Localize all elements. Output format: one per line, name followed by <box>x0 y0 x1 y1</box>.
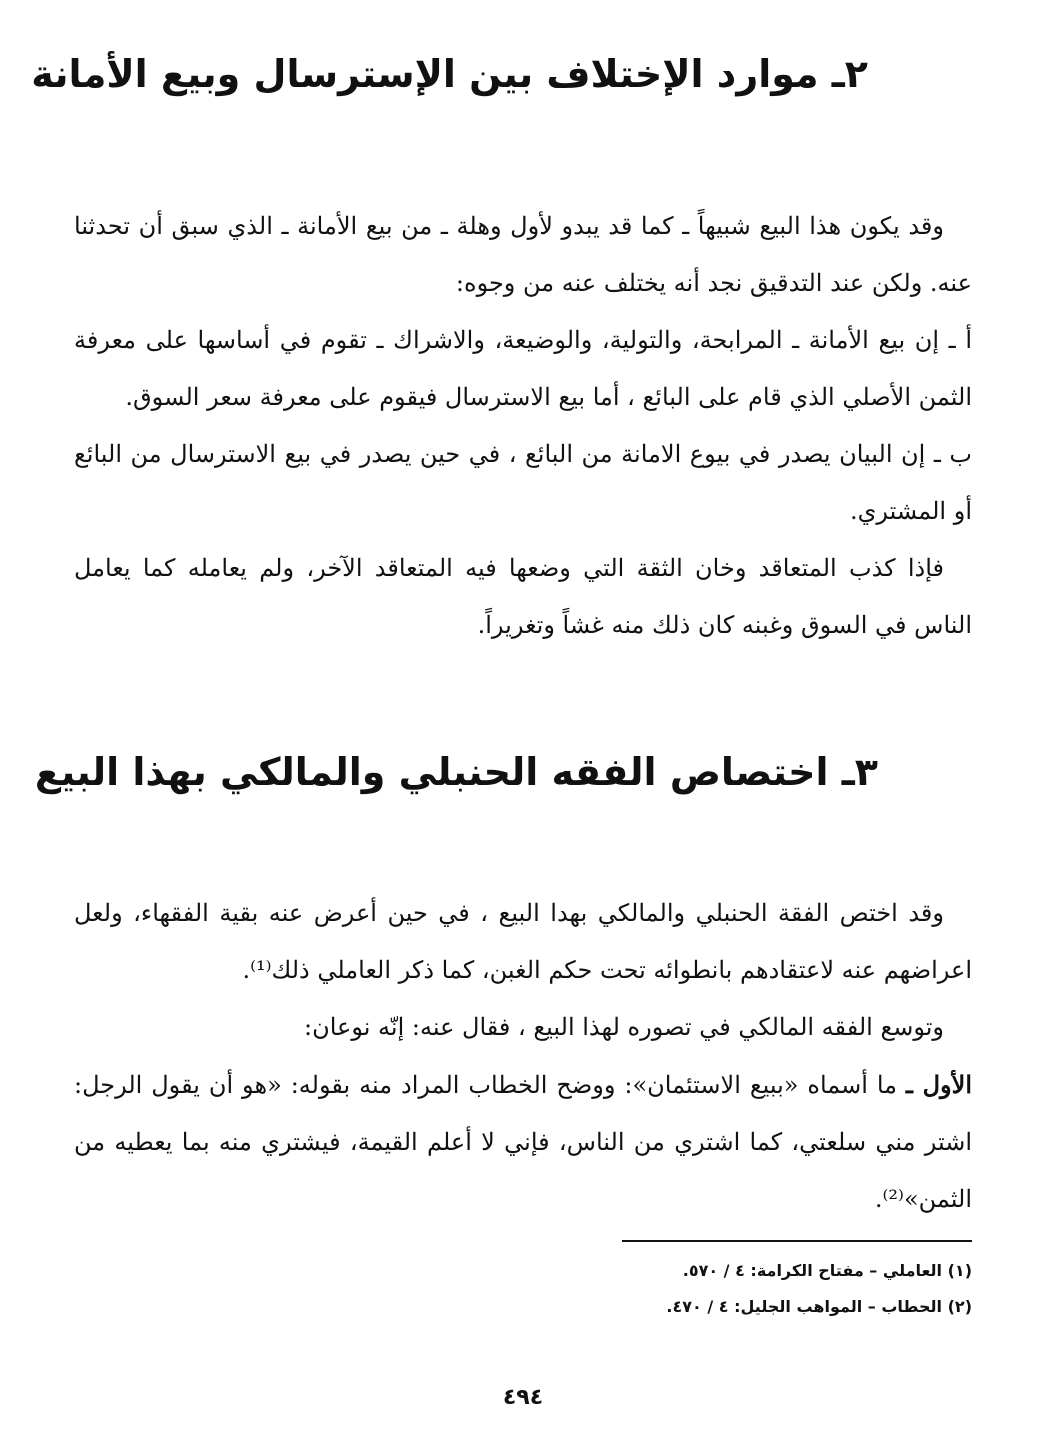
section-body-differences <box>74 198 972 654</box>
section-heading-hanbali-maliki: ٣ـ اختصاص الفقه الحنبلي والمالكي بهذا البيع <box>34 750 878 794</box>
first-type-text: ما أسماه «ببيع الاستئمان»: ووضح الخطاب المراد منه بقوله: «هو أن يقول الرجل: اشتر مني سلعتي، كما اشتري من الناس، فإني لا أعلم القيمة، فيشتري منه بما يعطيه من الثمن»⁽²⁾. <box>74 1071 972 1213</box>
page-number: ٤٩٤ <box>502 1385 544 1410</box>
paragraph-point-b: ب ـ إن البيان يصدر في بيوع الامانة من البائع ، في حين يصدر في بيع الاسترسال من البائع أو المشتري. <box>74 440 972 525</box>
first-type-lead: الأول ـ <box>905 1070 972 1099</box>
paragraph-first-type <box>74 1056 972 1228</box>
paragraph-maliki-types: وتوسع الفقه المالكي في تصوره لهذا البيع ، فقال عنه: إنّه نوعان: <box>303 1013 944 1041</box>
section-body-hanbali-maliki <box>74 885 972 1228</box>
footnote-2: (٢) الحطاب – المواهب الجليل: ٤ / ٤٧٠. <box>666 1297 972 1316</box>
footnotes <box>542 1253 972 1325</box>
paragraph-point-a: أ ـ إن بيع الأمانة ـ المرابحة، والتولية، والوضيعة، والاشراك ـ تقوم في أساسها على معرفة الثمن الأصلي الذي قام على البائع ، أما بيع الاسترسال فيقوم على معرفة سعر السوق. <box>74 326 972 411</box>
section-heading-differences: ٢ـ موارد الإختلاف بين الإسترسال وبيع الأمانة <box>31 52 868 96</box>
footnote-divider <box>622 1240 972 1242</box>
paragraph-specialization: وقد اختص الفقة الحنبلي والمالكي بهدا البيع ، في حين أعرض عنه بقية الفقهاء، ولعل اعراضهم عنه لاعتقادهم بانطوائه تحت حكم الغبن، كما ذكر العاملي ذلك⁽¹⁾. <box>74 899 972 984</box>
paragraph-intro: وقد يكون هذا البيع شبيهاً ـ كما قد يبدو لأول وهلة ـ من بيع الأمانة ـ الذي سبق أن تحدثنا عنه. ولكن عند التدقيق نجد أنه يختلف عنه من وجوه: <box>74 212 972 297</box>
footnote-1: (١) العاملي – مفتاح الكرامة: ٤ / ٥٧٠. <box>682 1261 972 1280</box>
paragraph-conclusion: فإذا كذب المتعاقد وخان الثقة التي وضعها فيه المتعاقد الآخر، ولم يعامله كما يعامل الناس في السوق وغبنه كان ذلك منه غشاً وتغريراً. <box>74 554 972 639</box>
